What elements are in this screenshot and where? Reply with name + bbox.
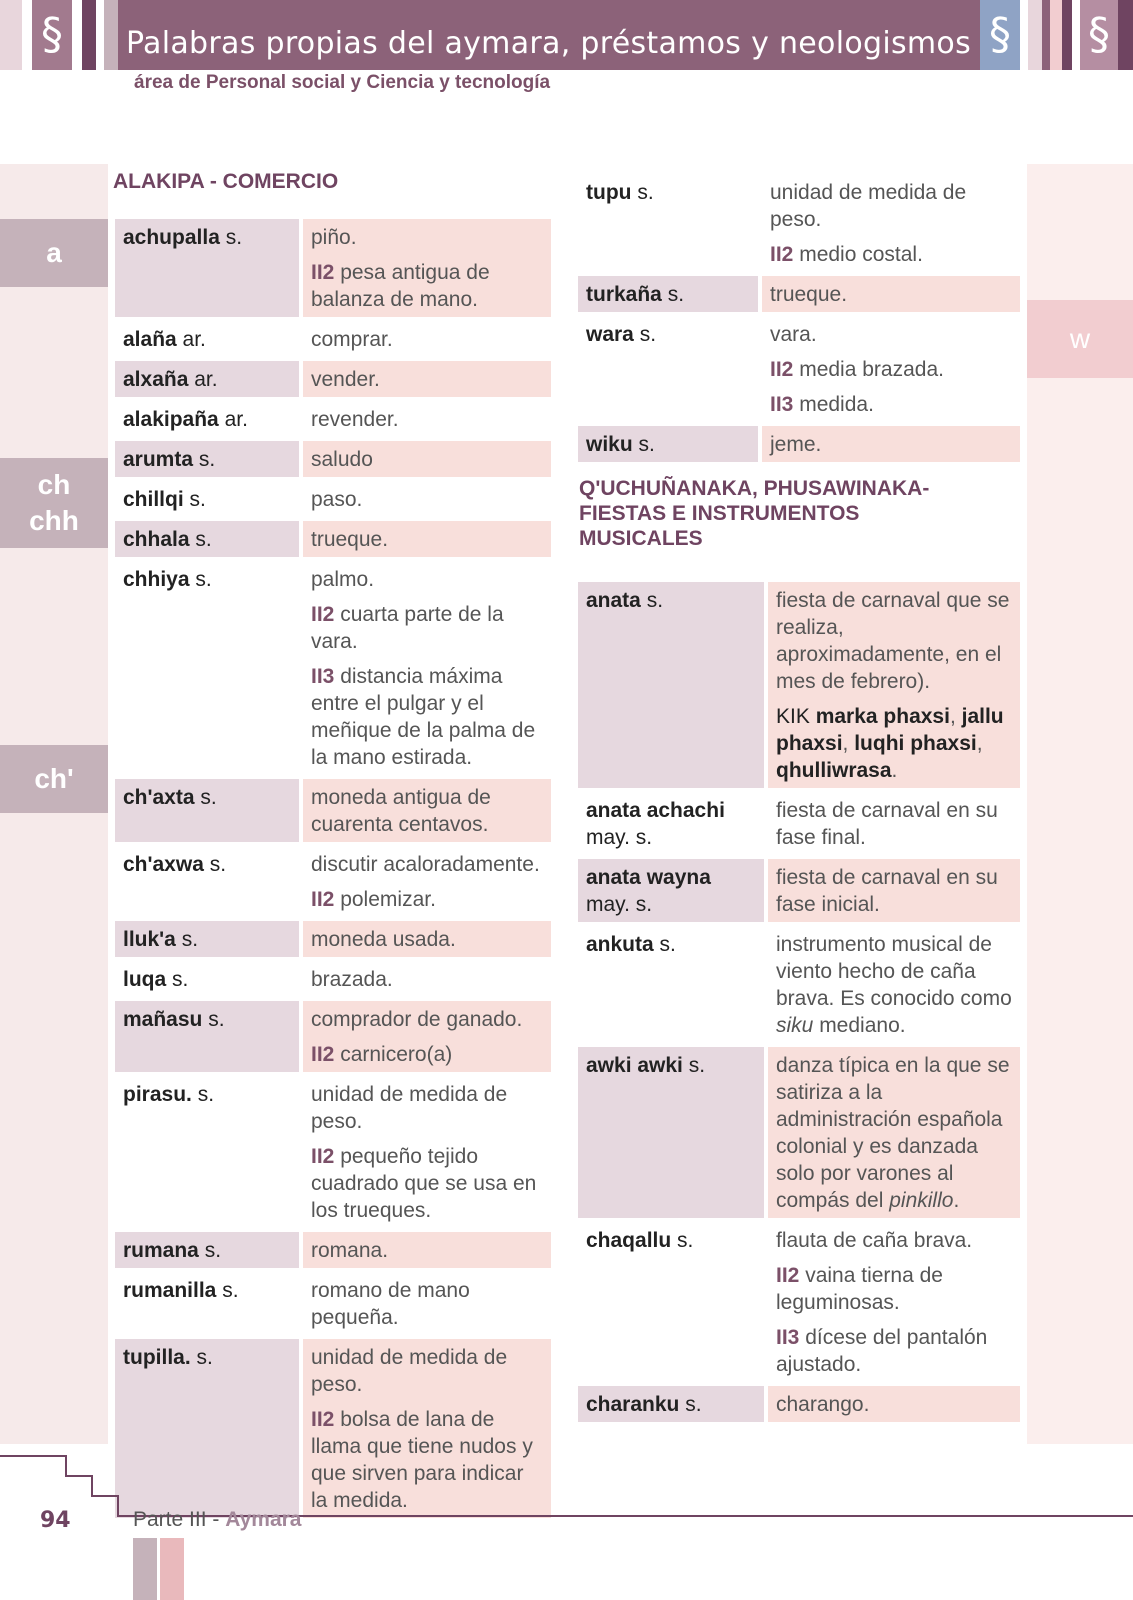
title-line: MUSICALES [579, 527, 703, 550]
sense-number: II2 [311, 888, 335, 911]
headword [115, 219, 299, 317]
headword [578, 276, 758, 312]
sense-text: flauta de caña brava. [776, 1229, 973, 1252]
dictionary-entry [578, 174, 1020, 272]
part-of-speech: s. [197, 1083, 215, 1106]
sense-text: pesa antigua de balanza de mano. [311, 261, 490, 311]
tab-label: a [46, 237, 62, 268]
definition [303, 361, 551, 397]
headword-text: awki awki [586, 1054, 683, 1077]
sense-text: discutir acaloradamente. [311, 853, 540, 876]
definition [768, 792, 1020, 855]
related-term: marka phaxsi [815, 705, 950, 728]
related-term: luqhi phaxsi [854, 732, 977, 755]
page-header [0, 0, 1133, 70]
sense-text: pequeño tejido cuadrado que se usa en los trueques. [311, 1145, 537, 1222]
sense-text: fiesta de carnaval en su fase inicial. [776, 866, 998, 916]
sense [770, 321, 1012, 348]
headword-text: chaqallu [586, 1229, 672, 1252]
part-of-speech: s. [181, 928, 199, 951]
sense [770, 356, 1012, 383]
headword-text: arumta [123, 448, 194, 471]
spiral-icon: § [1080, 0, 1118, 70]
sense [311, 1344, 543, 1398]
part-of-speech: s. [208, 1008, 225, 1031]
sense-text: revender. [311, 408, 399, 431]
letter-tab-ch [0, 458, 108, 548]
part-of-speech: s. [667, 283, 685, 306]
letter-tab-a [0, 219, 108, 287]
sense [311, 259, 543, 313]
sense [311, 1277, 543, 1331]
headword [578, 316, 758, 422]
definition [303, 1076, 551, 1228]
section-title-fiestas [579, 476, 929, 551]
section-title-comercio: ALAKIPA - COMERCIO [113, 170, 339, 193]
headword-text: ch'axta [123, 786, 195, 809]
headword-text: chhiya [123, 568, 190, 591]
headword [578, 926, 764, 1043]
separator: , [976, 732, 983, 755]
sense [770, 241, 1012, 268]
tab-label: ch [37, 469, 71, 500]
headword-text: mañasu [123, 1008, 203, 1031]
sense-text: charango. [776, 1393, 870, 1416]
sense [311, 366, 543, 393]
footer-bar [160, 1538, 184, 1600]
sense-text: unidad de medida de peso. [770, 181, 967, 231]
part-of-speech: s. [685, 1393, 702, 1416]
sense [311, 446, 543, 473]
sense-text: trueque. [311, 528, 389, 551]
sense [776, 797, 1012, 851]
sense-text: saludo [311, 448, 373, 471]
definition [768, 926, 1020, 1043]
definition-italic: siku [776, 1014, 814, 1037]
page-number: 94 [40, 1508, 71, 1533]
headword-text: charanku [586, 1393, 680, 1416]
dictionary-entry [115, 219, 551, 317]
sense-text: vender. [311, 368, 380, 391]
sense-text: polemizar. [340, 888, 436, 911]
headword-text: achupalla [123, 226, 220, 249]
dictionary-entry [115, 481, 551, 517]
definition-text: . [953, 1189, 960, 1212]
part-of-speech: may. s. [586, 893, 653, 916]
footer-part-label [133, 1508, 301, 1532]
part-of-speech: may. s. [586, 826, 653, 849]
part-of-speech: s. [198, 448, 216, 471]
sense [776, 1391, 1012, 1418]
sense [311, 326, 543, 353]
sense [311, 566, 543, 593]
headword [115, 961, 299, 997]
part-of-speech: s. [677, 1229, 694, 1252]
part-of-speech: s. [172, 968, 189, 991]
definition-text: mediano. [813, 1014, 906, 1037]
part-of-speech: s. [637, 181, 654, 204]
headword [115, 846, 299, 917]
headword-text: ch'axwa [123, 853, 204, 876]
definition [762, 316, 1020, 422]
sense-text: bolsa de lana de llama que tiene nudos y que sirven para indicar la medida. [311, 1408, 533, 1512]
related-term: jallu phaxsi [776, 705, 1004, 755]
definition [768, 1386, 1020, 1422]
headword [578, 174, 758, 272]
dictionary-entry [115, 1232, 551, 1268]
part-of-speech: s. [196, 1346, 213, 1369]
definition [303, 321, 551, 357]
sense [311, 601, 543, 655]
part-of-speech: s. [189, 488, 206, 511]
dictionary-table-fiestas [574, 578, 1024, 1426]
sense-text: palmo. [311, 568, 375, 591]
definition [768, 1222, 1020, 1382]
part-of-speech: ar. [182, 328, 206, 351]
headword [115, 561, 299, 775]
spiral-icon: § [32, 0, 72, 70]
headword [115, 361, 299, 397]
dictionary-table-comercio [111, 215, 555, 1522]
headword [578, 426, 758, 462]
headword [115, 779, 299, 842]
separator: , [842, 732, 855, 755]
definition [762, 426, 1020, 462]
definition [303, 921, 551, 957]
definition [762, 174, 1020, 272]
headword [578, 859, 764, 922]
headword-text: lluk'a [123, 928, 176, 951]
sense-text: vara. [770, 323, 817, 346]
sense-number: II3 [770, 393, 794, 416]
sense-text: fiesta de carnaval en su fase final. [776, 799, 998, 849]
definition [303, 401, 551, 437]
headword-text: wiku [586, 433, 633, 456]
dictionary-entry [115, 1272, 551, 1335]
part-of-speech: s. [200, 786, 217, 809]
headword [115, 481, 299, 517]
sense [770, 391, 1012, 418]
headword-text: wara [586, 323, 634, 346]
sense-number: II2 [311, 1408, 335, 1431]
dictionary-entry [115, 846, 551, 917]
definition-text: instrumento musical de viento hecho de caña brava. Es conocido como [776, 933, 1012, 1010]
headword [115, 521, 299, 557]
headword [115, 1232, 299, 1268]
sense [311, 1006, 543, 1033]
sense-text: carnicero(a) [340, 1043, 453, 1066]
sense-text: dícese del pantalón ajustado. [776, 1326, 988, 1376]
tab-label: chh [29, 505, 79, 536]
related-term: qhulliwrasa [776, 759, 892, 782]
sense: fiesta de carnaval que se realiza, aproximadamente, en el mes de febrero). [776, 589, 1010, 693]
headword-text: alxaña [123, 368, 189, 391]
sense [311, 224, 543, 251]
definition-text: danza típica en la que se satiriza a la administración española colonial y es danzada solo por varones al compás del [776, 1054, 1010, 1212]
part-of-speech: s. [204, 1239, 222, 1262]
part-of-speech: s. [646, 589, 664, 612]
dictionary-entry [115, 361, 551, 397]
dictionary-entry [115, 321, 551, 357]
entry-awki-awki [578, 1047, 1020, 1218]
sense-text: moneda usada. [311, 928, 456, 951]
sense [776, 1324, 1012, 1378]
headword [578, 1386, 764, 1422]
sense [776, 1227, 1012, 1254]
sense-text: jeme. [770, 433, 822, 456]
definition-italic: pinkillo [889, 1189, 954, 1212]
sense [311, 526, 543, 553]
headword [578, 1222, 764, 1382]
page-title: Palabras propias del aymara, préstamos y neologismos [126, 26, 971, 61]
sense-text: brazada. [311, 968, 393, 991]
tab-label: ch' [34, 763, 74, 794]
sense-number: II2 [770, 243, 794, 266]
sense-text: piño. [311, 226, 357, 249]
footer-language: Aymara [225, 1508, 302, 1531]
dictionary-entry [578, 1222, 1020, 1382]
part-of-speech: s. [209, 853, 227, 876]
sense-text: medida. [799, 393, 874, 416]
headword [115, 1076, 299, 1228]
sense [770, 431, 1012, 458]
sense [770, 281, 1012, 308]
headword [578, 582, 764, 788]
headword-text: chhala [123, 528, 190, 551]
sense-text: medio costal. [799, 243, 923, 266]
letter-tab-chq [0, 745, 108, 813]
related-terms [776, 703, 1012, 784]
part-of-speech: s. [638, 433, 655, 456]
tab-label: w [1069, 323, 1091, 354]
sense-number: II2 [311, 261, 335, 284]
headword [115, 921, 299, 957]
dictionary-entry [578, 1386, 1020, 1422]
definition [303, 219, 551, 317]
footer-bar [133, 1538, 157, 1600]
separator: . [891, 759, 898, 782]
sense [311, 926, 543, 953]
header-decor-right [980, 0, 1133, 70]
sense-text: unidad de medida de peso. [311, 1083, 508, 1133]
sense-text: distancia máxima entre el pulgar y el meñique de la palma de la mano estirada. [311, 665, 536, 769]
definition [303, 1001, 551, 1072]
definition [303, 1272, 551, 1335]
definition [303, 561, 551, 775]
dictionary-entry [115, 1076, 551, 1228]
definition [303, 779, 551, 842]
sense-text: romano de mano pequeña. [311, 1279, 470, 1329]
sense-text: romana. [311, 1239, 389, 1262]
dictionary-entry [578, 792, 1020, 855]
headword-text: alaña [123, 328, 177, 351]
headword [115, 401, 299, 437]
headword-text: pirasu. [123, 1083, 192, 1106]
sense [311, 1081, 543, 1135]
dictionary-table-comercio-cont [574, 170, 1024, 466]
dictionary-entry [578, 859, 1020, 922]
definition [303, 441, 551, 477]
part-of-speech: ar. [224, 408, 248, 431]
spiral-icon: § [980, 0, 1020, 70]
sense [311, 851, 543, 878]
dictionary-entry [115, 521, 551, 557]
part-of-speech: s. [195, 568, 212, 591]
sense-number: II2 [311, 1043, 335, 1066]
sense-number: II3 [776, 1326, 800, 1349]
sense [311, 966, 543, 993]
entry-anata [578, 582, 1020, 788]
definition [303, 846, 551, 917]
definition [762, 276, 1020, 312]
dictionary-entry [115, 441, 551, 477]
sense-number: II2 [776, 1264, 800, 1287]
part-of-speech: s. [688, 1054, 706, 1077]
separator: , [949, 705, 962, 728]
headword-text: luqa [123, 968, 167, 991]
dictionary-entry [115, 779, 551, 842]
dictionary-entry [115, 561, 551, 775]
title-line: FIESTAS E INSTRUMENTOS [579, 502, 860, 525]
sense [311, 1237, 543, 1264]
kik-label: KIK [776, 705, 810, 728]
part-of-speech: s. [639, 323, 657, 346]
definition [303, 961, 551, 997]
dictionary-entry [115, 961, 551, 997]
sense-text: unidad de medida de peso. [311, 1346, 508, 1396]
headword-text: anata achachi [586, 799, 725, 822]
part-of-speech: s. [222, 1279, 239, 1302]
part-of-speech: ar. [194, 368, 218, 391]
sense-text: media brazada. [799, 358, 944, 381]
headword [115, 1272, 299, 1335]
page-subtitle: área de Personal social y Ciencia y tecnología [134, 72, 551, 93]
definition [768, 1047, 1020, 1218]
definition [303, 521, 551, 557]
sense-text: cuarta parte de la vara. [311, 603, 504, 653]
headword-text: chillqi [123, 488, 184, 511]
headword-text: alakipaña [123, 408, 219, 431]
headword-text: anata wayna [586, 866, 711, 889]
sense-text: comprador de ganado. [311, 1008, 523, 1031]
sense-number: II2 [770, 358, 794, 381]
header-decor-left [0, 0, 118, 70]
definition [303, 481, 551, 517]
dictionary-entry [115, 1001, 551, 1072]
dictionary-entry [115, 401, 551, 437]
title-line: Q'UCHUÑANAKA, PHUSAWINAKA- [579, 477, 930, 500]
headword-text: tupilla. [123, 1346, 191, 1369]
sense-number: II2 [311, 1145, 335, 1168]
dictionary-entry [578, 276, 1020, 312]
definition [303, 1232, 551, 1268]
part-of-speech: s. [659, 933, 676, 956]
sense-text: paso. [311, 488, 363, 511]
sense-text: comprar. [311, 328, 393, 351]
dictionary-entry [115, 921, 551, 957]
sense [311, 1041, 543, 1068]
headword-text: anata [586, 589, 641, 612]
sense [770, 179, 1012, 233]
letter-tab-w [1027, 300, 1133, 378]
dictionary-entry [578, 426, 1020, 462]
sense [311, 663, 543, 771]
sense-text: moneda antigua de cuarenta centavos. [311, 786, 491, 836]
headword [578, 1047, 764, 1218]
headword [115, 1001, 299, 1072]
part-of-speech: s. [225, 226, 243, 249]
definition [768, 859, 1020, 922]
sense [776, 864, 1012, 918]
headword-text: ankuta [586, 933, 654, 956]
sense [311, 886, 543, 913]
sense [311, 486, 543, 513]
entry-ankuta [578, 926, 1020, 1043]
sense [311, 1143, 543, 1224]
dictionary-entry [578, 316, 1020, 422]
headword-text: rumana [123, 1239, 199, 1262]
headword [578, 792, 764, 855]
headword-text: turkaña [586, 283, 662, 306]
sense [776, 1262, 1012, 1316]
sense-text: trueque. [770, 283, 848, 306]
headword [115, 441, 299, 477]
definition [768, 582, 1020, 788]
sense-number: II3 [311, 665, 335, 688]
sense [311, 406, 543, 433]
sense-text: vaina tierna de leguminosas. [776, 1264, 943, 1314]
headword-text: tupu [586, 181, 632, 204]
footer-part-text: Parte III - [133, 1508, 226, 1531]
headword [115, 321, 299, 357]
sense-number: II2 [311, 603, 335, 626]
sense [311, 784, 543, 838]
part-of-speech: s. [195, 528, 212, 551]
headword-text: rumanilla [123, 1279, 217, 1302]
